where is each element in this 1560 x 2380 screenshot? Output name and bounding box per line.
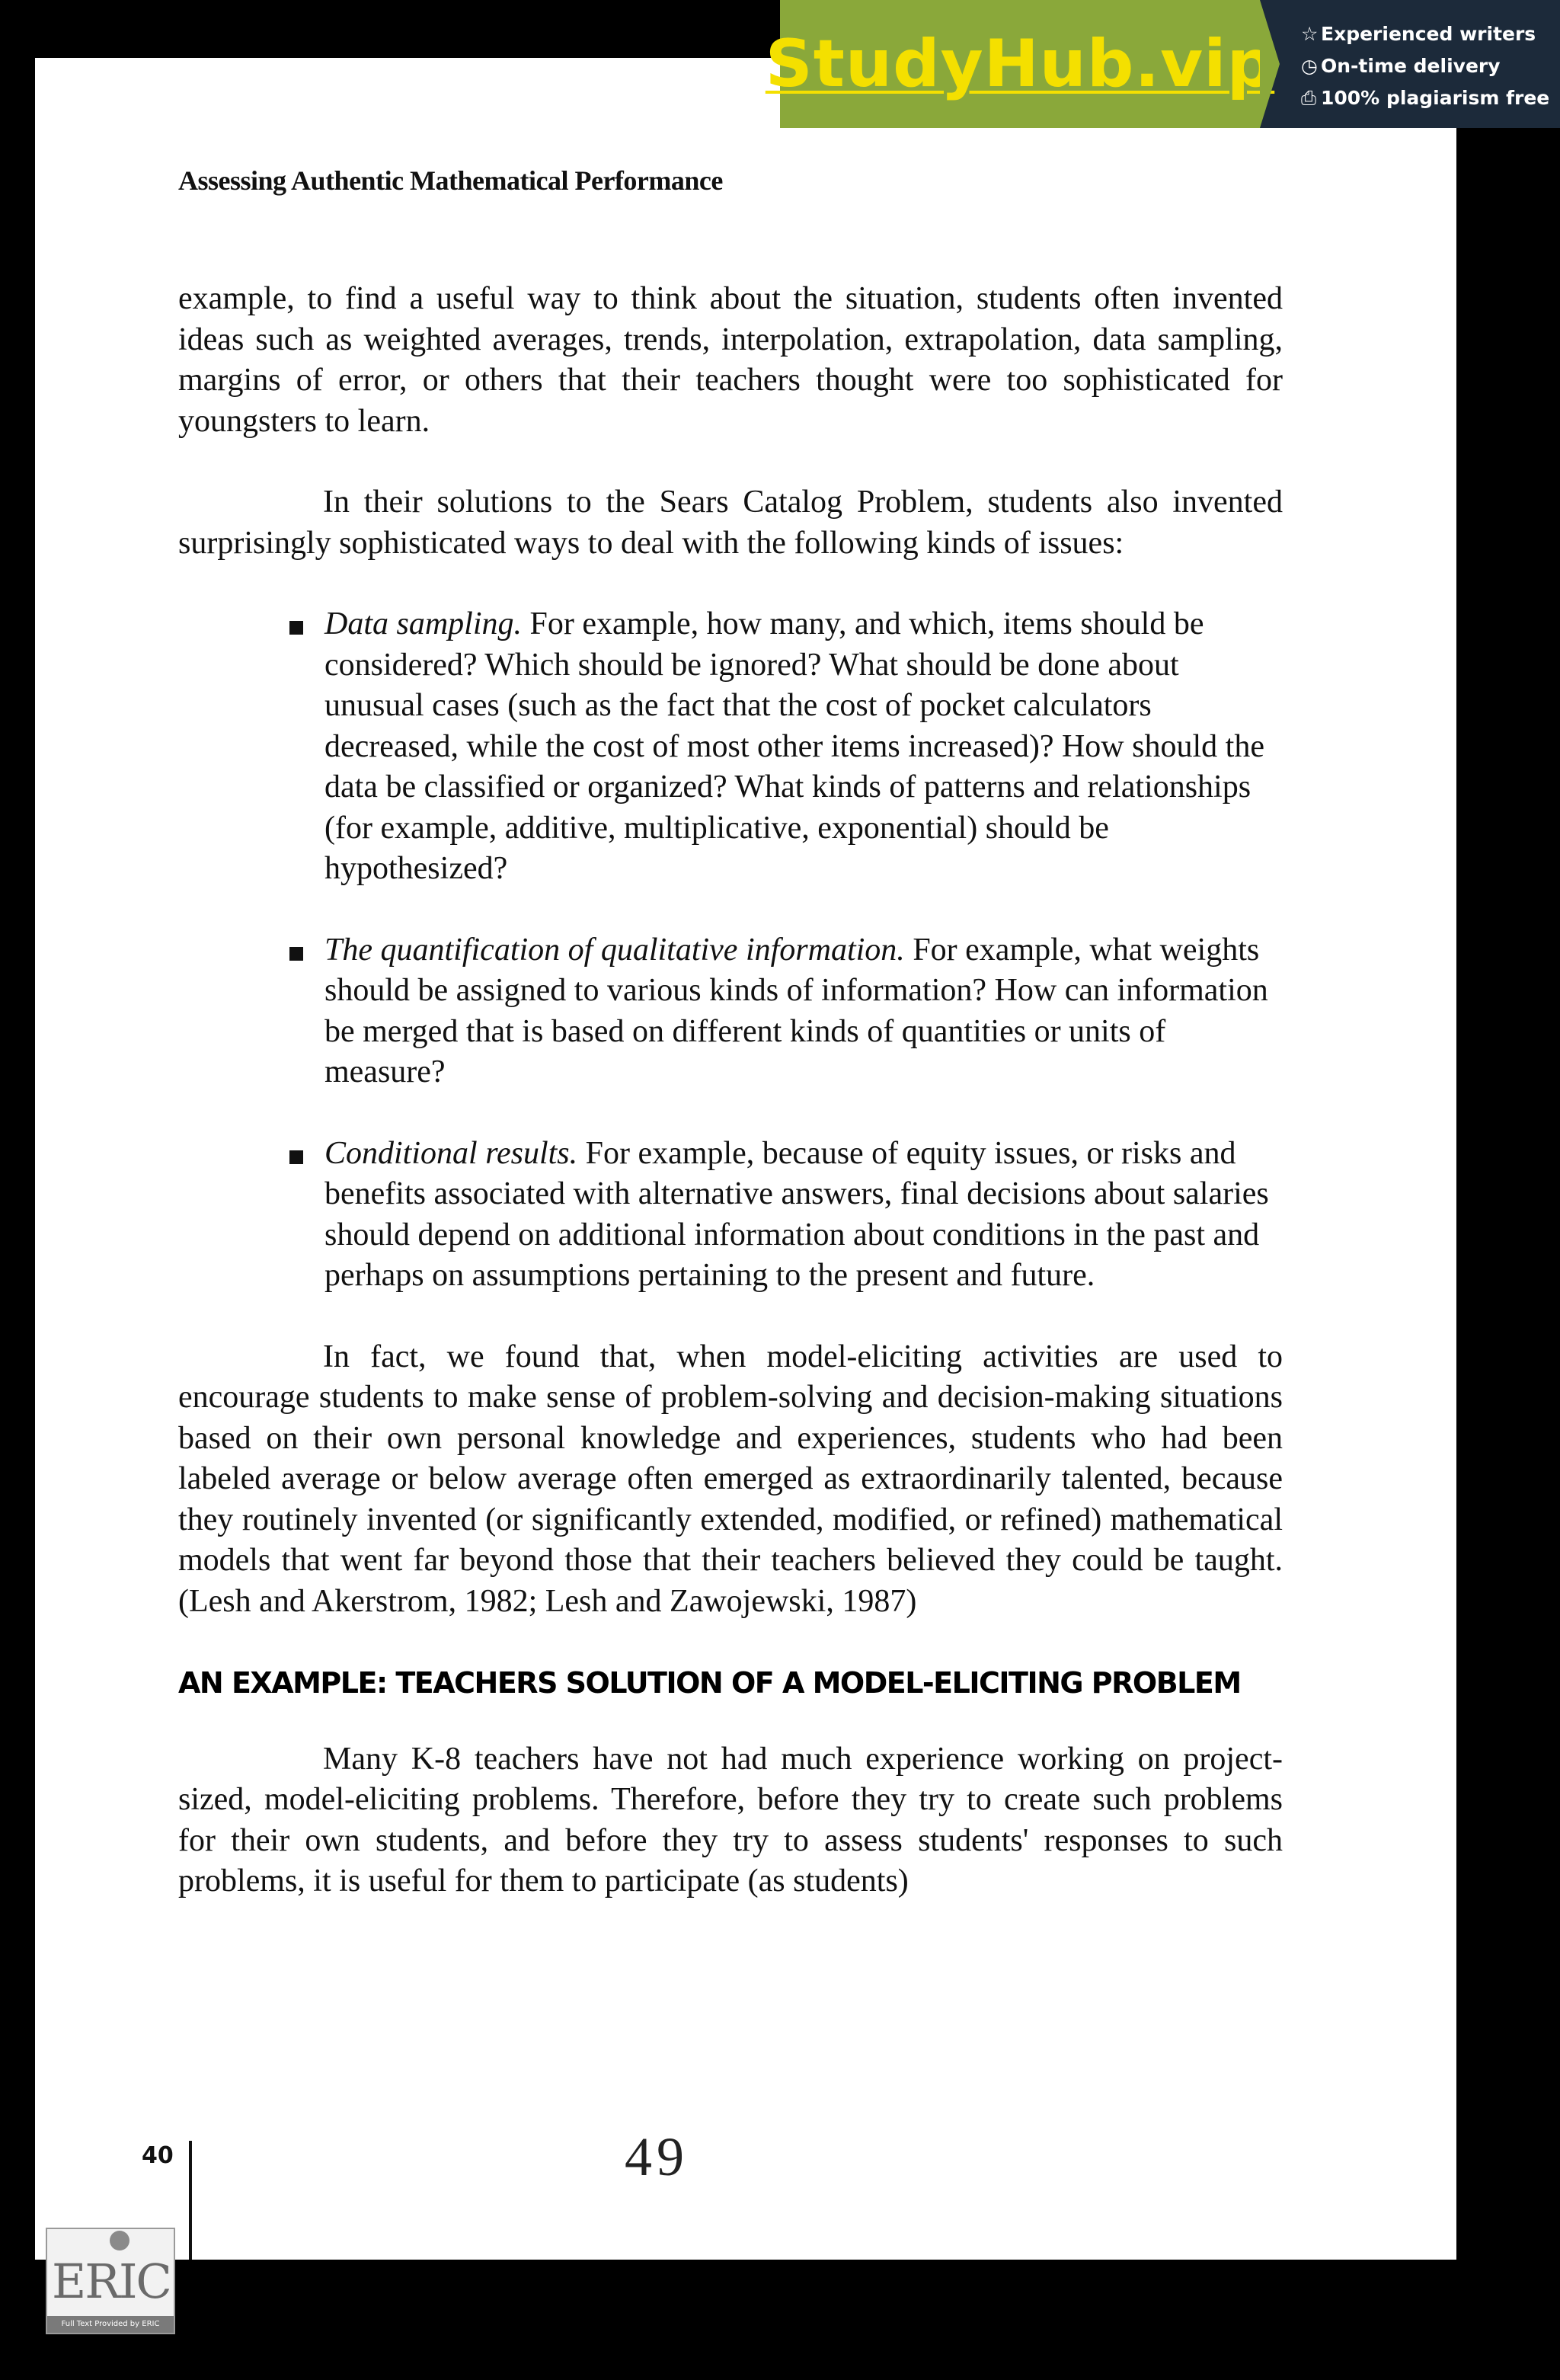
eric-logo-text: ERIC bbox=[52, 2254, 171, 2309]
bullet-term: Conditional results. bbox=[324, 1135, 578, 1171]
page-footer-rule bbox=[189, 2141, 192, 2260]
bullet-text: For example, how many, and which, items should be considered? Which should be ignored? What should be done about unusual cases (such as the fact that the cost of pocket calculators decreased, while the cost of most other items increased)? How should the data be classified or organized? What kinds of patterns and relationships (for example, additive, multiplicative, exponential) should be hypothesized? bbox=[324, 606, 1264, 886]
banner-feature-label: On-time delivery bbox=[1321, 55, 1501, 77]
studyhub-brand-text: StudyHub.vip bbox=[765, 26, 1275, 102]
bullet-term: The quantification of qualitative information. bbox=[324, 932, 905, 968]
clock-icon: ◷ bbox=[1301, 55, 1318, 77]
eric-tagline: Full Text Provided by ERIC bbox=[47, 2316, 174, 2333]
eric-logo bbox=[46, 2228, 175, 2334]
banner-feature-writers bbox=[1301, 18, 1549, 50]
banner-feature-label: 100% plagiarism free bbox=[1321, 87, 1550, 109]
document-body bbox=[178, 279, 1283, 1902]
document-check-icon: ⎙ bbox=[1301, 87, 1317, 109]
paragraph: Many K-8 teachers have not had much experience working on project-sized, model-eliciting problems. Therefore, before they try to create such problems for their own students, and before they try to assess students' responses to such problems, it is useful for them to participate (as students) bbox=[178, 1741, 1283, 1899]
banner-feature-plagiarism bbox=[1301, 82, 1549, 114]
page-number: 40 bbox=[142, 2142, 174, 2169]
paragraph: example, to find a useful way to think about the situation, students often invented ideas such as weighted averages, trends, interpolation, extrapolation, data sampling, margins of error, or others that their teachers thought were too sophisticated for youngsters to learn. bbox=[178, 281, 1283, 439]
banner-feature-delivery bbox=[1301, 50, 1549, 82]
banner-arrow-shape bbox=[1260, 0, 1280, 128]
star-outline-icon: ☆ bbox=[1301, 23, 1319, 45]
banner-feature-label: Experienced writers bbox=[1321, 23, 1536, 45]
bullet-item-quantification bbox=[285, 930, 1283, 1093]
bullet-term: Data sampling. bbox=[324, 606, 523, 641]
studyhub-logo[interactable] bbox=[765, 0, 1275, 128]
paragraph: In their solutions to the Sears Catalog Problem, students also invented surprisingly sophisticated ways to deal with the following kinds of issues: bbox=[178, 485, 1283, 561]
studyhub-banner[interactable] bbox=[765, 0, 1560, 128]
running-header: Assessing Authentic Mathematical Performance bbox=[178, 165, 723, 196]
paragraph: In fact, we found that, when model-eliciting activities are used to encourage students to make sense of problem-solving and decision-making situations based on their own personal knowledge and experiences, students who had been labeled average or below average often emerged as extraordinarily talented, because they routinely invented (or significantly extended, modified, or refined) mathematical models that went far beyond those that their teachers believed they could be taught. (Lesh and Akerstrom, 1982; Lesh and Zawojewski, 1987) bbox=[178, 1339, 1283, 1619]
bullet-text: For example, because of equity issues, or risks and benefits associated with alternative answers, final decisions about salaries should depend on additional information about conditions in the past and perhaps on assumptions pertaining to the present and future. bbox=[324, 1135, 1269, 1293]
bullet-text: For example, what weights should be assigned to various kinds of information? How can information be merged that is based on different kinds of quantities or units of measure? bbox=[324, 932, 1268, 1089]
bullet-list bbox=[285, 604, 1283, 1297]
section-heading: AN EXAMPLE: TEACHERS SOLUTION OF A MODEL-ELICITING PROBLEM bbox=[178, 1666, 1241, 1700]
bullet-item-data-sampling bbox=[285, 604, 1283, 890]
globe-icon bbox=[110, 2231, 129, 2250]
scan-page-number: 49 bbox=[625, 2126, 689, 2187]
bullet-item-conditional-results bbox=[285, 1134, 1283, 1297]
banner-feature-list bbox=[1301, 18, 1549, 114]
